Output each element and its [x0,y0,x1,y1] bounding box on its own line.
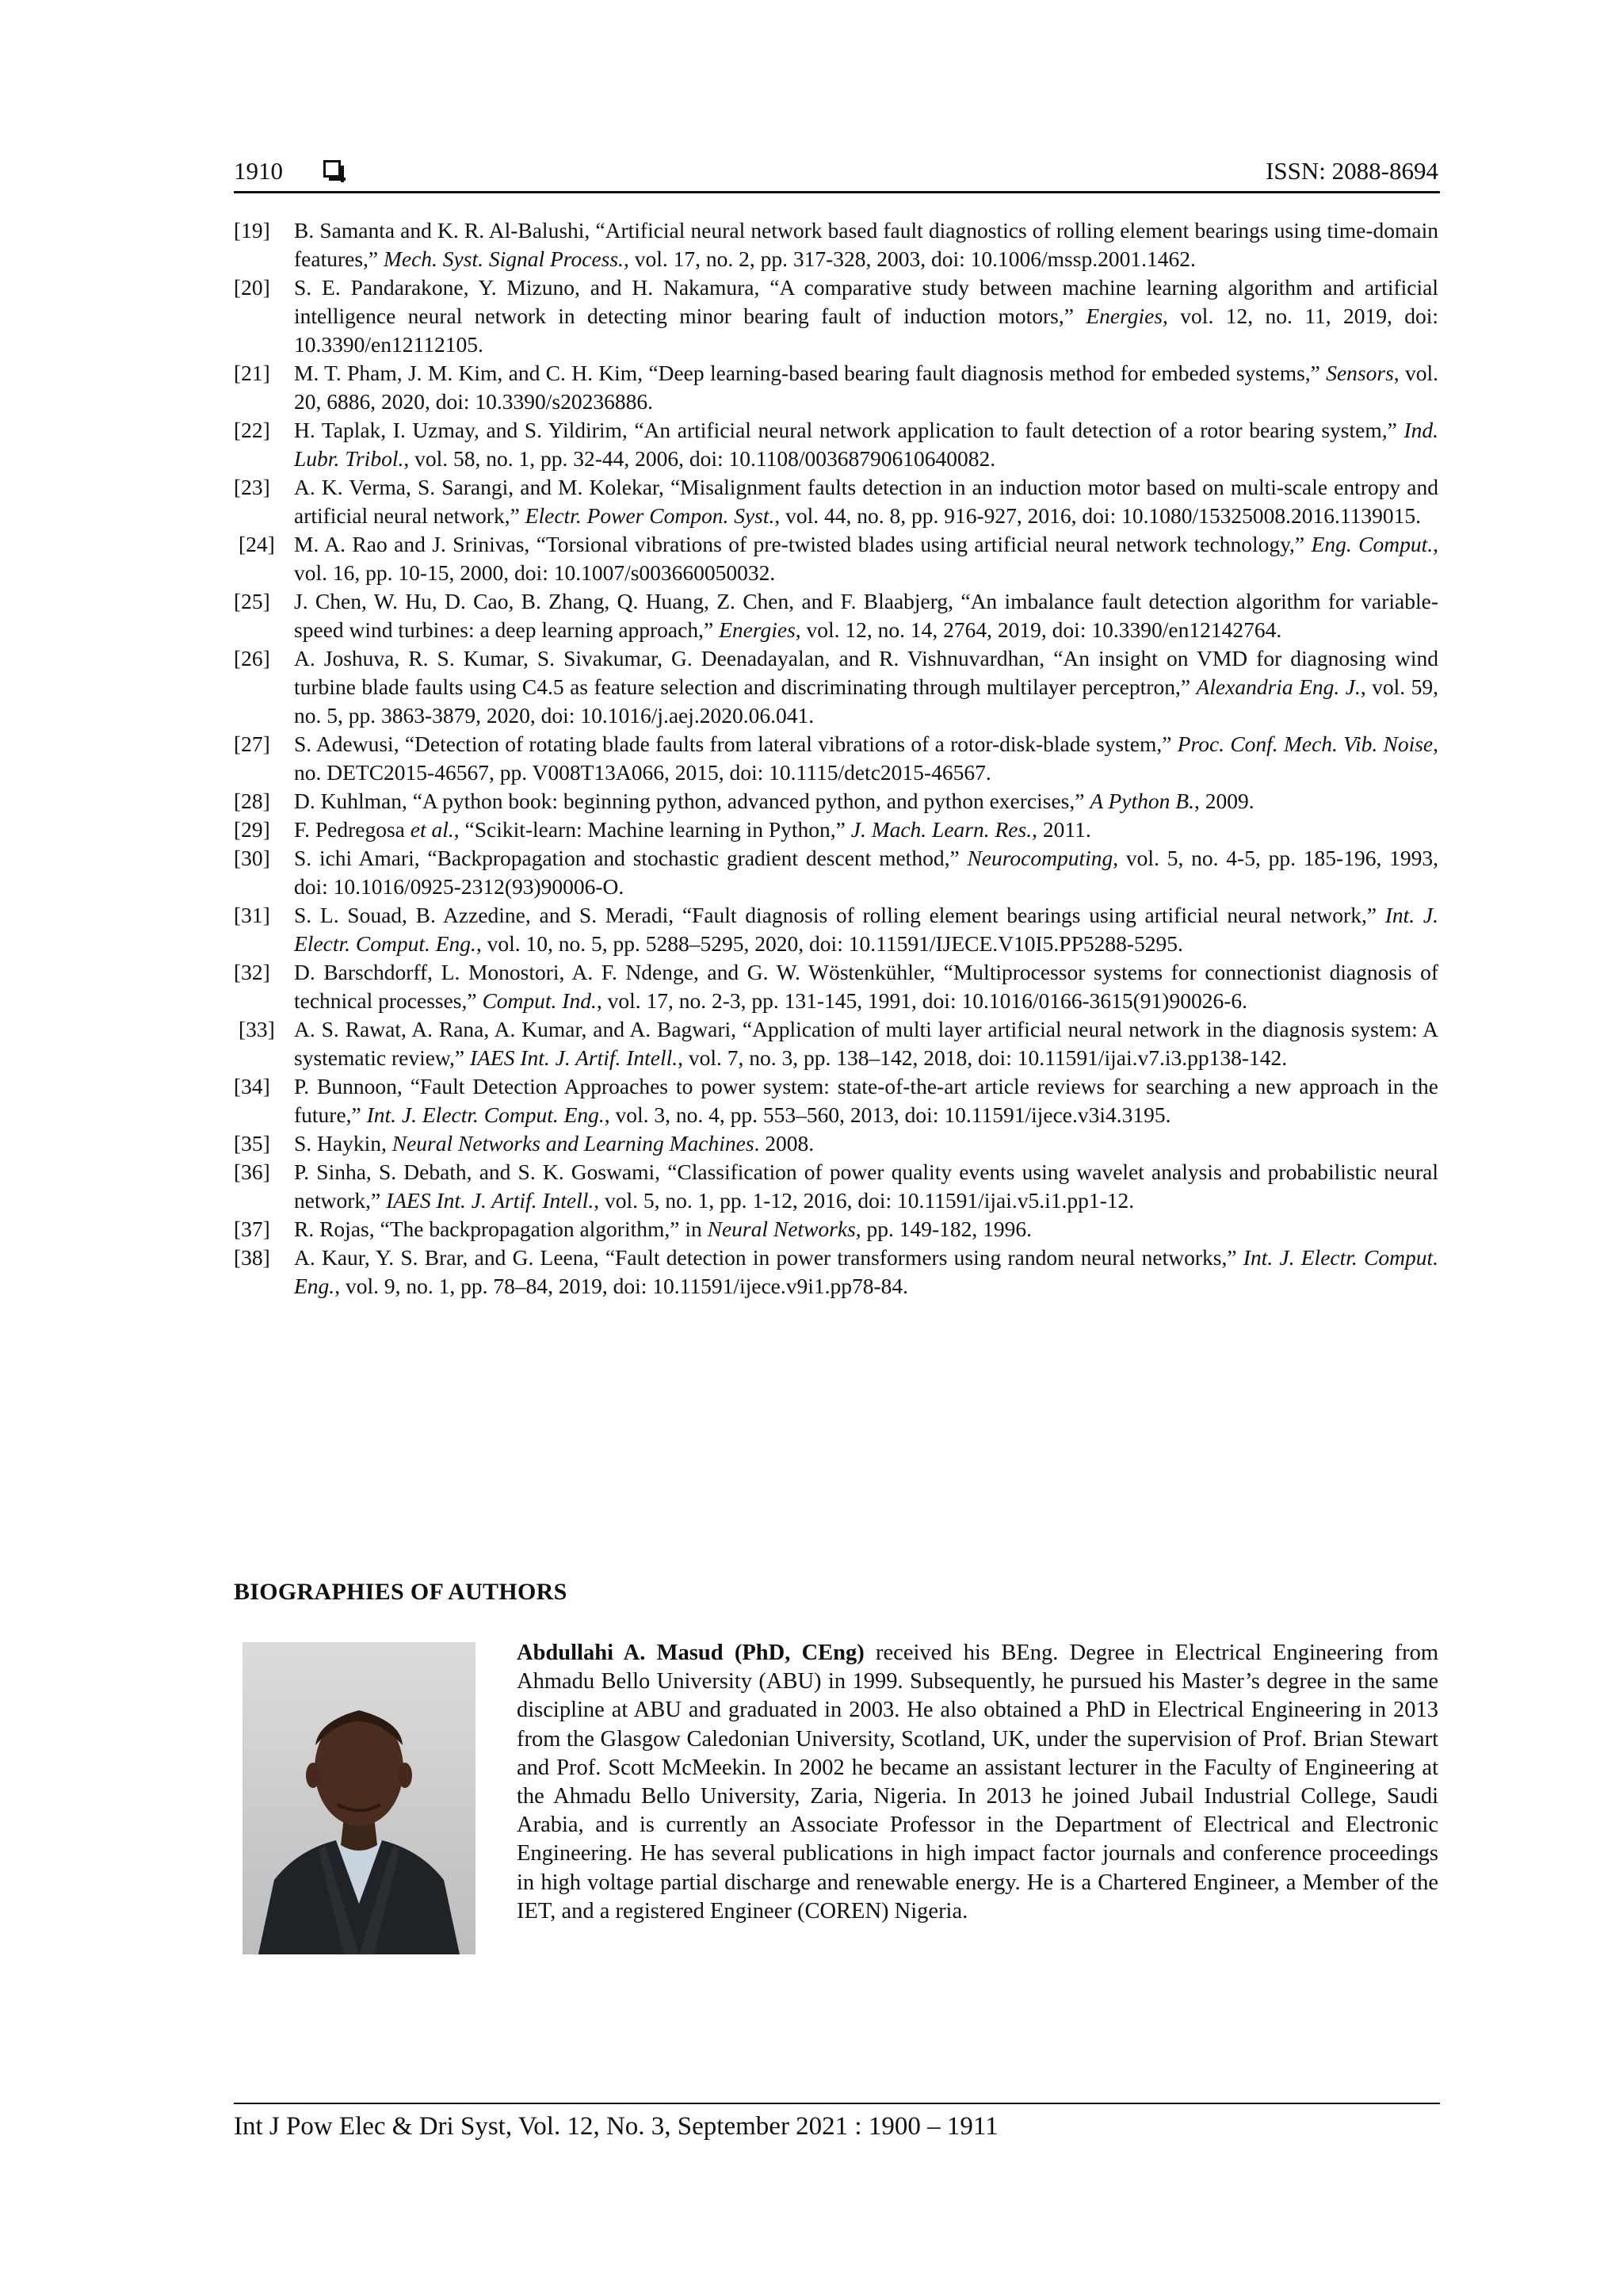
reference-number: [30] [234,846,270,870]
journal-citation: Int J Pow Elec & Dri Syst, Vol. 12, No. 3, September 2021 : 1900 – 1911 [234,2112,999,2141]
author-biography [517,1639,1438,1926]
reference-number: [37] [234,1217,270,1241]
reference-text: M. A. Rao and J. Srinivas, “Torsional vibrations of pre-twisted blades using artificial neural network technology,” Eng. Comput., vol. 16, pp. 10-15, 2000, doi: 10.1007/s003660050032. [294,532,1439,585]
reference-item [234,587,1438,644]
reference-item [234,1244,1438,1301]
reference-number: [32] [234,960,270,984]
biographies-heading: BIOGRAPHIES OF AUTHORS [234,1579,567,1605]
reference-text: A. K. Verma, S. Sarangi, and M. Kolekar, “Misalignment faults detection in an induction motor based on multi-scale entropy and artificial neural network,” Electr. Power Compon. Syst., vol. 44, no. 8, pp. 916-927, 2016, doi: 10.1080/15325008.2016.1139015. [294,475,1438,528]
reference-item [234,1072,1438,1129]
reference-item [234,1015,1438,1072]
reference-number: [28] [234,789,270,813]
reference-item [234,730,1438,787]
page-number: 1910 [234,157,283,185]
reference-item [234,530,1438,587]
reference-item [234,844,1438,901]
reference-text: M. T. Pham, J. M. Kim, and C. H. Kim, “Deep learning-based bearing fault diagnosis method for embeded systems,” Sensors, vol. 20, 6886, 2020, doi: 10.3390/s20236886. [294,361,1439,414]
reference-number: [25] [234,589,270,613]
square-bullet-icon [323,160,341,178]
reference-item [234,416,1438,473]
reference-number: [24] [239,532,275,556]
reference-number: [31] [234,903,270,927]
page-header [234,152,1438,192]
reference-text: H. Taplak, I. Uzmay, and S. Yildirim, “An artificial neural network application to fault detection of a rotor bearing system,” Ind. Lubr. Tribol., vol. 58, no. 1, pp. 32-44, 2006, doi: 10.1108/00368790610640082. [294,418,1438,471]
author-name: Abdullahi A. Masud (PhD, CEng) [517,1641,865,1665]
reference-text: S. ichi Amari, “Backpropagation and stochastic gradient descent method,” Neurocomputing, vol. 5, no. 4-5, pp. 185-196, 1993, doi: 10.1016/0925-2312(93)90006-O. [294,846,1438,899]
reference-list [234,216,1438,1301]
reference-item [234,273,1438,359]
reference-item [234,1215,1438,1244]
reference-number: [35] [234,1131,270,1156]
reference-text: S. E. Pandarakone, Y. Mizuno, and H. Nakamura, “A comparative study between machine learning algorithm and artificial intelligence neural network in detecting minor bearing fault of induction motors,” Energies, vol. 12, no. 11, 2019, doi: 10.3390/en12112105. [294,275,1439,357]
reference-text: S. Adewusi, “Detection of rotating blade faults from lateral vibrations of a rotor-disk-blade system,” Proc. Conf. Mech. Vib. Noise, no. DETC2015-46567, pp. V008T13A066, 2015, doi: 10.1115/detc2015-46567. [294,732,1438,785]
reference-text: D. Kuhlman, “A python book: beginning python, advanced python, and python exercises,” A Python B., 2009. [294,789,1254,813]
reference-text: F. Pedregosa et al., “Scikit-learn: Machine learning in Python,” J. Mach. Learn. Res., 2011. [294,817,1091,842]
reference-text: S. L. Souad, B. Azzedine, and S. Meradi, “Fault diagnosis of rolling element bearings using artificial neural network,” Int. J. Electr. Comput. Eng., vol. 10, no. 5, pp. 5288–5295, 2020, doi: 10.11591/IJECE.V10I5.PP5288-5295. [294,903,1438,956]
reference-text: P. Sinha, S. Debath, and S. K. Goswami, “Classification of power quality events using wavelet analysis and probabilistic neural network,” IAES Int. J. Artif. Intell., vol. 5, no. 1, pp. 1-12, 2016, doi: 10.11591/ijai.v5.i1.pp1-12. [294,1159,1438,1213]
reference-number: [23] [234,475,270,499]
reference-item [234,816,1438,844]
reference-item [234,473,1438,530]
reference-number: [38] [234,1245,270,1270]
header-divider [234,191,1440,193]
reference-number: [29] [234,817,270,842]
reference-number: [19] [234,218,270,243]
reference-number: [36] [234,1159,270,1184]
reference-number: [20] [234,275,270,300]
reference-text: A. S. Rawat, A. Rana, A. Kumar, and A. Bagwari, “Application of multi layer artificial neural network in the diagnosis system: A systematic review,” IAES Int. J. Artif. Intell., vol. 7, no. 3, pp. 138–142, 2018, doi: 10.11591/ijai.v7.i3.pp138-142. [294,1017,1438,1070]
reference-number: [22] [234,418,270,442]
footer-divider [234,2103,1440,2104]
reference-item [234,787,1438,816]
author-photo [242,1642,475,1954]
reference-text: A. Joshuva, R. S. Kumar, S. Sivakumar, G. Deenadayalan, and R. Vishnuvardhan, “An insight on VMD for diagnosing wind turbine blade faults using C4.5 as feature selection and discriminating through multilayer perceptron,” Alexandria Eng. J., vol. 59, no. 5, pp. 3863-3879, 2020, doi: 10.1016/j.aej.2020.06.041. [294,646,1439,728]
issn-label: ISSN: 2088-8694 [1266,157,1438,185]
reference-text: J. Chen, W. Hu, D. Cao, B. Zhang, Q. Huang, Z. Chen, and F. Blaabjerg, “An imbalance fault detection algorithm for variable-speed wind turbines: a deep learning approach,” Energies, vol. 12, no. 14, 2764, 2019, doi: 10.3390/en12142764. [294,589,1438,642]
reference-item [234,359,1438,416]
reference-number: [33] [239,1017,275,1041]
reference-number: [34] [234,1074,270,1098]
reference-text: P. Bunnoon, “Fault Detection Approaches to power system: state-of-the-art article reviews for searching a new approach in the future,” Int. J. Electr. Comput. Eng., vol. 3, no. 4, pp. 553–560, 2013, doi: 10.11591/ijece.v3i4.3195. [294,1074,1438,1127]
reference-item [234,216,1438,273]
reference-number: [21] [234,361,270,385]
reference-item [234,901,1438,958]
reference-item [234,644,1438,730]
reference-text: B. Samanta and K. R. Al-Balushi, “Artificial neural network based fault diagnostics of rolling element bearings using time-domain features,” Mech. Syst. Signal Process., vol. 17, no. 2, pp. 317-328, 2003, doi: 10.1006/mssp.2001.1462. [294,218,1438,271]
reference-text: R. Rojas, “The backpropagation algorithm,” in Neural Networks, pp. 149-182, 1996. [294,1217,1033,1241]
reference-number: [26] [234,646,270,670]
reference-text: A. Kaur, Y. S. Brar, and G. Leena, “Fault detection in power transformers using random neural networks,” Int. J. Electr. Comput. Eng., vol. 9, no. 1, pp. 78–84, 2019, doi: 10.11591/ijece.v9i1.pp78-84. [294,1245,1438,1298]
author-biography-text: received his BEng. Degree in Electrical Engineering from Ahmadu Bello University (ABU) in 1999. Subsequently, he pursued his Master’s degree in the same discipline at ABU and graduated in 2003. He also obtained a PhD in Electrical Engineering in 2013 from the Glasgow Caledonian University, Scotland, UK, under the supervision of Prof. Brian Stewart and Prof. Scott McMeekin. In 2002 he became an assistant lecturer in the Faculty of Engineering at the Ahmadu Bello University, Zaria, Nigeria. In 2013 he joined Jubail Industrial College, Saudi Arabia, and is currently an Associate Professor in the Department of Electrical and Electronic Engineering. He has several publications in high impact factor journals and conference proceedings in high voltage partial discharge and renewable energy. He is a Chartered Engineer, a Member of the IET, and a registered Engineer (COREN) Nigeria. [517,1641,1438,1924]
reference-item [234,1129,1438,1158]
reference-text: S. Haykin, Neural Networks and Learning Machines. 2008. [294,1131,815,1156]
reference-number: [27] [234,732,270,756]
reference-text: D. Barschdorff, L. Monostori, A. F. Ndenge, and G. W. Wöstenkühler, “Multiprocessor systems for connectionist diagnosis of technical processes,” Comput. Ind., vol. 17, no. 2-3, pp. 131-145, 1991, doi: 10.1016/0166-3615(91)90026-6. [294,960,1438,1013]
reference-item [234,958,1438,1015]
reference-item [234,1158,1438,1215]
